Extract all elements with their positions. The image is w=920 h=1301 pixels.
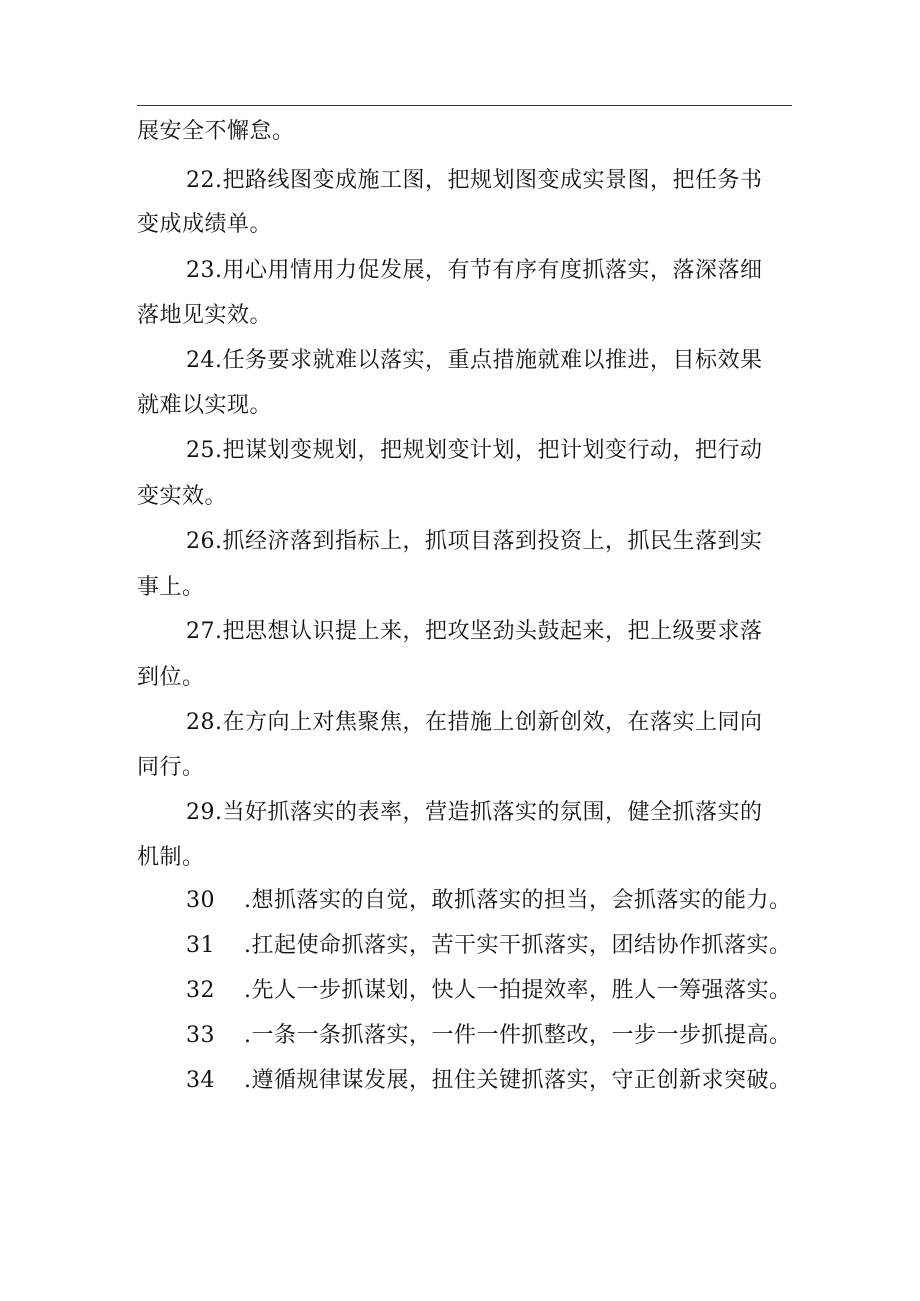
list-item-25-line2: 变实效。 <box>137 484 228 509</box>
item-text: .遵循规律谋发展，扭住关键抓落实，守正创新求突破。 <box>244 1068 792 1093</box>
item-text: .扛起使命抓落实，苦干实干抓落实，团结协作抓落实。 <box>244 933 792 958</box>
item-text: .把路线图变成施工图，把规划图变成实景图，把任务书 <box>215 168 763 193</box>
list-item-26-line1 <box>186 527 846 557</box>
item-number: 32 <box>186 978 215 1003</box>
list-item-26-line2: 事上。 <box>137 575 205 600</box>
item-number: 27 <box>186 619 215 644</box>
list-item-28-line1 <box>186 708 846 738</box>
list-item-25-line1 <box>186 436 846 466</box>
item-number: 24 <box>186 348 215 373</box>
list-item-24-line2: 就难以实现。 <box>137 393 273 418</box>
list-item-31 <box>186 931 846 961</box>
list-item-27-line2: 到位。 <box>137 665 205 690</box>
list-item-23-line1 <box>186 256 846 286</box>
item-number: 25 <box>186 438 215 463</box>
item-number: 33 <box>186 1023 215 1048</box>
item-text: .用心用情用力促发展，有节有序有度抓落实，落深落细 <box>215 258 763 283</box>
item-text: .抓经济落到指标上，抓项目落到投资上，抓民生落到实 <box>215 529 763 554</box>
item-text: .把思想认识提上来，把攻坚劲头鼓起来，把上级要求落 <box>215 619 763 644</box>
item-number: 23 <box>186 258 215 283</box>
list-item-27-line1 <box>186 617 846 647</box>
list-item-23-line2: 落地见实效。 <box>137 303 273 328</box>
item-text: .想抓落实的自觉，敢抓落实的担当，会抓落实的能力。 <box>244 888 792 913</box>
item-number: 31 <box>186 933 215 958</box>
list-item-22-line1 <box>186 166 846 196</box>
item-text: .在方向上对焦聚焦，在措施上创新创效，在落实上同向 <box>215 710 763 735</box>
list-item-22-line2: 变成成绩单。 <box>137 212 273 237</box>
list-item-34 <box>186 1066 846 1096</box>
item-text: .一条一条抓落实，一件一件抓整改，一步一步抓提高。 <box>244 1023 792 1048</box>
list-item-32 <box>186 976 846 1006</box>
item-text: .任务要求就难以落实，重点措施就难以推进，目标效果 <box>215 348 763 373</box>
item-number: 28 <box>186 710 215 735</box>
list-item-28-line2: 同行。 <box>137 755 205 780</box>
item-number: 26 <box>186 529 215 554</box>
header-rule <box>137 105 792 106</box>
item-text: .先人一步抓谋划，快人一拍提效率，胜人一筹强落实。 <box>244 978 792 1003</box>
item-text: .当好抓落实的表率，营造抓落实的氛围，健全抓落实的 <box>215 800 763 825</box>
list-item-29-line2: 机制。 <box>137 845 205 870</box>
continuation-text: 展安全不懈怠。 <box>137 119 295 144</box>
item-number: 22 <box>186 168 215 193</box>
list-item-29-line1 <box>186 798 846 828</box>
item-number: 30 <box>186 888 215 913</box>
list-item-24-line1 <box>186 346 846 376</box>
item-number: 29 <box>186 800 215 825</box>
item-text: .把谋划变规划，把规划变计划，把计划变行动，把行动 <box>215 438 763 463</box>
list-item-30 <box>186 886 846 916</box>
item-number: 34 <box>186 1068 215 1093</box>
list-item-33 <box>186 1021 846 1051</box>
